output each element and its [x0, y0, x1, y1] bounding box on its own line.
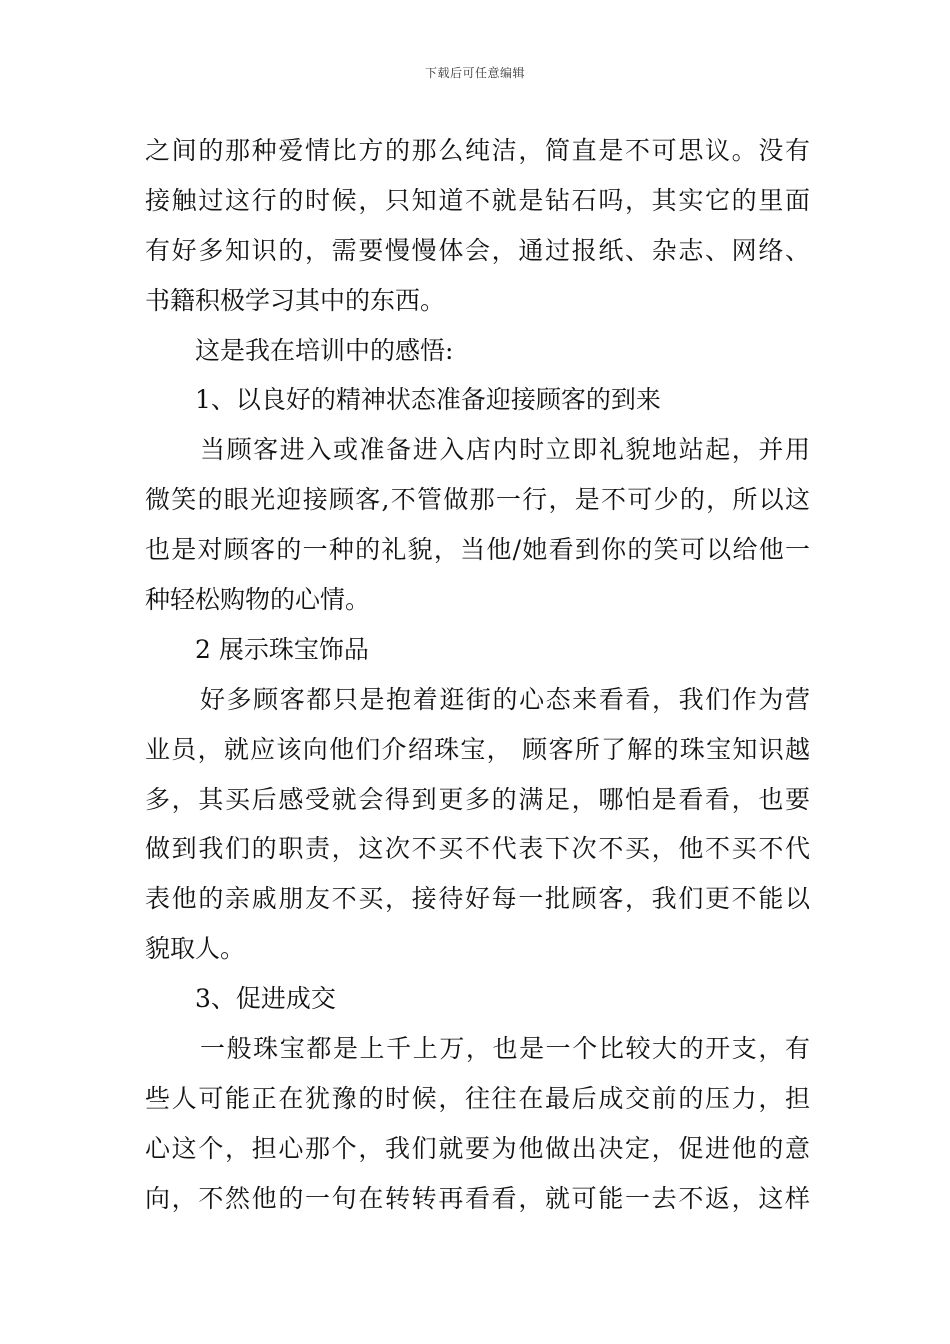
text-line: 种轻松购物的心情。	[145, 585, 371, 615]
text-line: 之间的那种爱情比方的那么纯洁，简直是不可思议。没有	[145, 136, 810, 165]
body-text	[145, 126, 810, 1224]
text-line: 接触过这行的时候，只知道不就是钻石吗，其实它的里面	[145, 185, 810, 215]
text-line: 书籍积极学习其中的东西。	[145, 285, 446, 315]
text-line: 貌取人。	[145, 934, 246, 964]
header-note: 下载后可任意编辑	[424, 66, 525, 80]
text-line: 好多顾客都只是抱着逛街的心态来看看，我们作为营	[200, 684, 810, 714]
section-heading: 2 展示珠宝饰品	[195, 634, 369, 664]
text-line: 做到我们的职责，这次不买不代表下次不买，他不买不代	[145, 834, 810, 864]
section-heading: 3、促进成交	[195, 984, 336, 1014]
text-line: 微笑的眼光迎接顾客,不管做那一行，是不可少的，所以这	[145, 485, 810, 515]
text-line: 当顾客进入或准备进入店内时立即礼貌地站起，并用	[200, 435, 810, 465]
text-line: 一般珠宝都是上千上万，也是一个比较大的开支，有	[200, 1034, 810, 1064]
text-line: 心这个，担心那个，我们就要为他做出决定，促进他的意	[145, 1133, 810, 1163]
text-line: 向，不然他的一句在转转再看看，就可能一去不返，这样	[145, 1183, 810, 1213]
section-heading: 1、以良好的精神状态准备迎接顾客的到来	[195, 385, 661, 415]
text-line: 多，其买后感受就会得到更多的满足，哪怕是看看，也要	[145, 784, 810, 814]
text-line: 业员，就应该向他们介绍珠宝， 顾客所了解的珠宝知识越	[145, 734, 810, 764]
text-line: 有好多知识的，需要慢慢体会，通过报纸、杂志、网络、	[145, 235, 810, 265]
text-line: 表他的亲戚朋友不买，接待好每一批顾客，我们更不能以	[145, 884, 810, 914]
text-line: 这是我在培训中的感悟:	[195, 335, 454, 365]
text-line: 些人可能正在犹豫的时候，往往在最后成交前的压力，担	[145, 1083, 810, 1113]
text-line: 也是对顾客的一种的礼貌，当他/她看到你的笑可以给他一	[145, 535, 810, 565]
